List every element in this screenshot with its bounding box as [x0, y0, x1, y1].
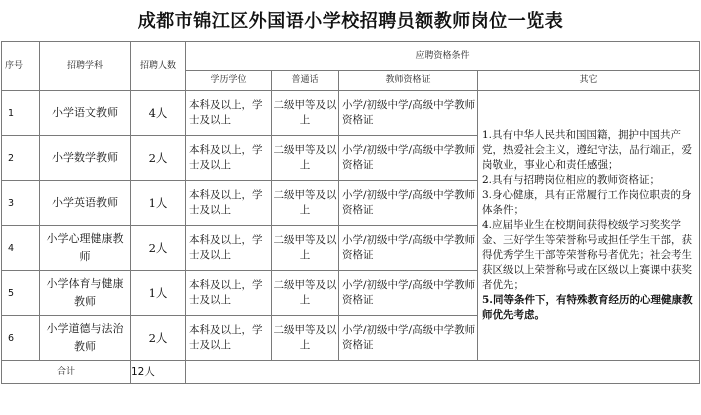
total-label: 合计	[2, 361, 131, 384]
row-certificate: 小学/初级中学/高级中学教师资格证	[339, 316, 478, 361]
header-subject: 招聘学科	[40, 42, 131, 91]
row-mandarin: 二级甲等及以上	[272, 181, 339, 226]
row-education: 本科及以上，学士及以上	[186, 91, 272, 136]
requirement-item: 2.具有与招聘岗位相应的教师资格证；	[482, 174, 661, 186]
row-index: 6	[2, 316, 40, 361]
row-index: 2	[2, 136, 40, 181]
header-mandarin: 普通话	[272, 71, 339, 91]
header-other: 其它	[478, 71, 700, 91]
header-count: 招聘人数	[131, 42, 186, 91]
row-count: 2人	[131, 226, 186, 271]
header-index: 序号	[2, 42, 40, 91]
header-education: 学历学位	[186, 71, 272, 91]
total-empty	[186, 361, 700, 384]
row-subject: 小学道德与法治教师	[40, 316, 131, 361]
requirement-item: 5.同等条件下，有特殊教育经历的心理健康教师优先考虑。	[482, 294, 693, 321]
row-mandarin: 二级甲等及以上	[272, 91, 339, 136]
other-requirements	[478, 91, 700, 361]
requirement-item: 4.应届毕业生在校期间获得校级学习奖奖学金、三好学生等荣誉称号或担任学生干部，获得优秀学生干部等荣誉称号者优先；社会考生获区级以上荣誉称号或在区级以上赛课中获奖者优先；	[482, 219, 692, 291]
positions-table	[1, 41, 700, 384]
requirement-item: 1.具有中华人民共和国国籍，拥护中国共产党，热爱社会主义，遵纪守法，品行端正，爱岗敬业，事业心和责任感强；	[482, 129, 692, 171]
row-certificate: 小学/初级中学/高级中学教师资格证	[339, 226, 478, 271]
row-subject: 小学英语教师	[40, 181, 131, 226]
row-count: 2人	[131, 136, 186, 181]
row-mandarin: 二级甲等及以上	[272, 226, 339, 271]
row-certificate: 小学/初级中学/高级中学教师资格证	[339, 181, 478, 226]
row-certificate: 小学/初级中学/高级中学教师资格证	[339, 136, 478, 181]
table-row	[2, 91, 700, 136]
total-row	[2, 361, 700, 384]
page-title: 成都市锦江区外国语小学校招聘员额教师岗位一览表	[137, 11, 564, 32]
row-index: 5	[2, 271, 40, 316]
row-count: 2人	[131, 316, 186, 361]
row-count: 1人	[131, 181, 186, 226]
header-row-1	[2, 42, 700, 71]
row-index: 3	[2, 181, 40, 226]
row-certificate: 小学/初级中学/高级中学教师资格证	[339, 91, 478, 136]
row-index: 1	[2, 91, 40, 136]
row-subject: 小学数学教师	[40, 136, 131, 181]
row-subject: 小学体育与健康教师	[40, 271, 131, 316]
row-education: 本科及以上，学士及以上	[186, 181, 272, 226]
requirement-item: 3.身心健康，具有正常履行工作岗位职责的身体条件；	[482, 189, 692, 216]
row-index: 4	[2, 226, 40, 271]
row-education: 本科及以上，学士及以上	[186, 316, 272, 361]
row-certificate: 小学/初级中学/高级中学教师资格证	[339, 271, 478, 316]
header-certificate: 教师资格证	[339, 71, 478, 91]
row-subject: 小学语文教师	[40, 91, 131, 136]
row-education: 本科及以上，学士及以上	[186, 271, 272, 316]
row-count: 4人	[131, 91, 186, 136]
header-qualifications: 应聘资格条件	[186, 42, 700, 71]
row-education: 本科及以上，学士及以上	[186, 226, 272, 271]
row-mandarin: 二级甲等及以上	[272, 316, 339, 361]
row-education: 本科及以上，学士及以上	[186, 136, 272, 181]
total-count: 12人	[131, 361, 186, 384]
row-mandarin: 二级甲等及以上	[272, 136, 339, 181]
row-subject: 小学心理健康教师	[40, 226, 131, 271]
row-mandarin: 二级甲等及以上	[272, 271, 339, 316]
row-count: 1人	[131, 271, 186, 316]
